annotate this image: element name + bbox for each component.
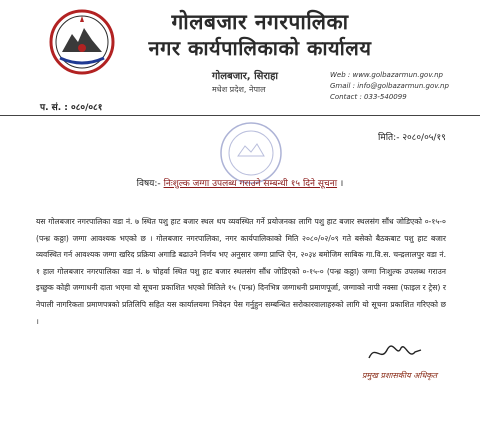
address-line-2: मधेश प्रदेश, नेपाल bbox=[212, 85, 266, 94]
handwritten-signature bbox=[365, 340, 425, 366]
subject-line bbox=[0, 176, 480, 189]
web-address: Web : www.golbazarmun.gov.np bbox=[330, 71, 443, 79]
notice-date: मिति:- २०८०/०५/१९ bbox=[378, 133, 446, 143]
subject-suffix: । bbox=[339, 179, 344, 189]
subject-text: निःशुल्क जग्गा उपलब्ध गराउने सम्बन्धी १५ दिने सूचना bbox=[163, 179, 338, 189]
gmail-address: Gmail : info@golbazarmun.gov.np bbox=[330, 82, 449, 90]
office-title: नगर कार्यपालिकाको कार्यालय bbox=[148, 36, 372, 60]
notice-body: यस गोलबजार नगरपालिका वडा नं. ७ स्थित पशु हाट बजार स्थल थप व्यवस्थित गर्ने प्रयोजनका लागि पशु हाट बजार स्थलसंग सौंध जोडिएको ०-१५-० (पन्ध्र कठ्ठा) जग्गा आवश्यक भएको छ । गोलबजार नगरपालिका, नगर कार्यपालिकाको मिति २०८०/०२/०९ गते बसेको बैठकबाट पशु हाट बजार व्यवस्थित गर्न आवश्यक जग्गा खरिद प्रक्रिया अगाडि बढाउने निर्णय भए अनुसार जग्गा प्राप्ति ऐन, २०३४ बमोजिम साबिक गा.वि.स. चन्द्रलालपुर वडा नं. १ हाल गोलबजार नगरपालिका वडा नं. ७ चोहर्वा स्थित पशु हाट बजार स्थलसंग सौंध जोडिएको ०-१५-० (पन्ध्र कठ्ठा) जग्गा निःशुल्क उपलब्ध गराउन इच्छुक कोही जग्गाधनी दाता भएमा यो सूचना प्रकाशित भएको मितिले १५ (पन्ध्र) दिनभित्र जग्गाधनी प्रमाणपूर्जा, जग्गाको नापी नक्सा (फाइल र ट्रेस) र नेपाली नागरिकता प्रमाणपत्रको प्रतिलिपि सहित यस कार्यालयमा निवेदन पेस गर्नुहुन सम्बन्धित सरोकारवालाहरुको लागि यो सूचना प्रकाशित गरिएको छ । bbox=[36, 217, 446, 326]
signatory-title: प्रमुख प्रशासकीय अधिकृत bbox=[362, 371, 438, 380]
municipality-title: गोलबजार नगरपालिका bbox=[171, 10, 349, 34]
contact-block bbox=[330, 70, 449, 103]
reference-number: प. सं. : ०८०/०८१ bbox=[40, 103, 103, 113]
contact-number: Contact : 033-540099 bbox=[330, 93, 407, 101]
subject-prefix: विषय:- bbox=[136, 179, 161, 189]
header-divider bbox=[0, 115, 480, 116]
address-line-1: गोलबजार, सिराहा bbox=[212, 71, 279, 82]
